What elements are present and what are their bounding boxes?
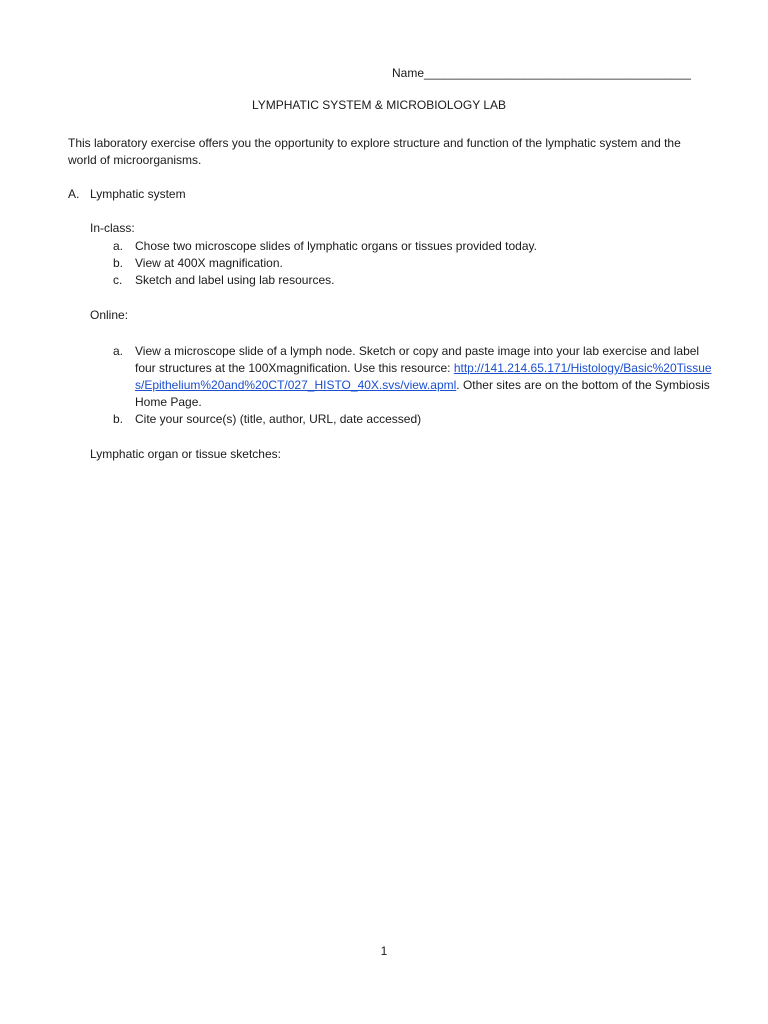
list-item [113,411,713,428]
sketches-label: Lymphatic organ or tissue sketches: [90,447,281,461]
section-a-title: Lymphatic system [90,187,186,201]
list-item-letter: a. [113,239,124,253]
document-title: LYMPHATIC SYSTEM & MICROBIOLOGY LAB [251,98,507,112]
list-item-text-after: . Other sites are on the bottom of the Symbiosis Home Page. [135,378,710,409]
list-item-text: View at 400X magnification. [135,256,283,270]
list-item-letter: b. [113,256,124,270]
list-item-text: Chose two microscope slides of lymphatic organs or tissues provided today. [135,239,537,253]
list-item-text: View a microscope slide of a lymph node. Sketch or copy and paste image into your lab exercise and label four structures at the 100Xmagnification. Use this resource: [135,344,700,375]
online-list [113,343,713,428]
intro-paragraph: This laboratory exercise offers you the opportunity to explore structure and function of the lymphatic system and the world of microorganisms. [68,136,681,167]
name-field-label: Name________________________________________ [392,66,691,80]
list-item [113,343,713,411]
list-item [113,255,713,272]
in-class-heading: In-class: [90,221,135,235]
histology-resource-link[interactable]: http://141.214.65.171/Histology/Basic%20Tissues/Epithelium%20and%20CT/027_HISTO_40X.svs/view.apml [135,361,712,392]
in-class-list [113,238,713,289]
list-item-letter: a. [113,344,124,358]
page-number: 1 [380,944,388,958]
section-a-heading [68,187,186,201]
section-a-marker: A. [68,187,80,201]
list-item-letter: c. [113,273,123,287]
online-heading: Online: [90,308,129,322]
list-item-letter: b. [113,412,124,426]
list-item [113,272,713,289]
list-item-text: Cite your source(s) (title, author, URL, date accessed) [135,412,422,426]
list-item-text: Sketch and label using lab resources. [135,273,335,287]
list-item [113,238,713,255]
